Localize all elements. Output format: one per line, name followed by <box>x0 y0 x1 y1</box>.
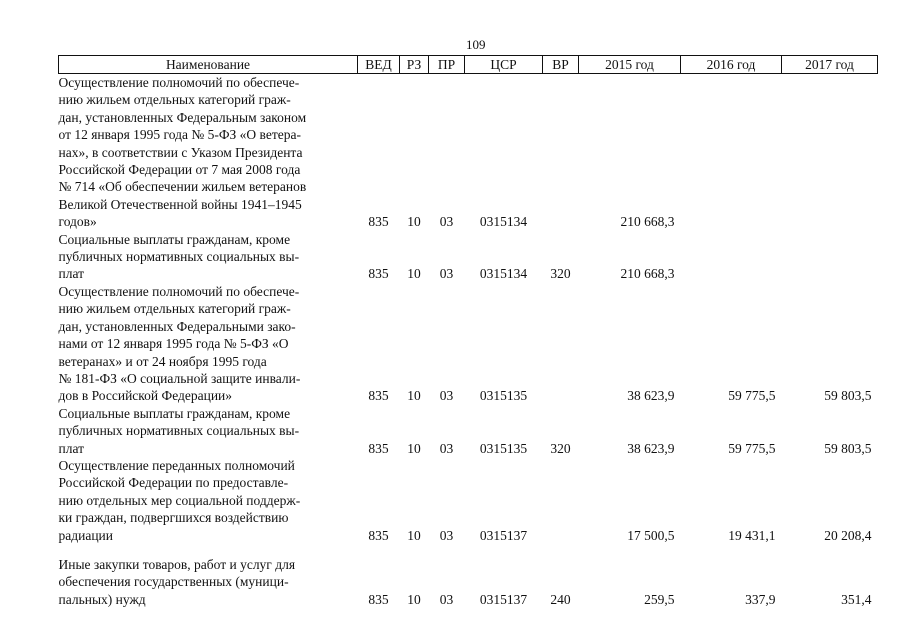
header-rz: РЗ <box>400 56 429 74</box>
cell-pr: 03 <box>439 214 454 230</box>
row-name <box>59 405 358 457</box>
row-name-line: нию жильем отдельных категорий граж- <box>58 92 291 108</box>
budget-table <box>58 55 878 608</box>
row-name <box>59 231 358 283</box>
cell-csr: 0315134 <box>479 266 528 282</box>
cell-pr: 03 <box>439 591 454 607</box>
cell-y2016 <box>681 231 782 283</box>
header-2016: 2016 год <box>681 56 782 74</box>
header-name: Наименование <box>59 56 358 74</box>
row-name <box>59 544 358 608</box>
table-row <box>59 544 878 608</box>
row-name-line: публичных нормативных социальных вы- <box>58 249 300 265</box>
cell-y2017: 20 208,4 <box>824 527 872 543</box>
cell-pr: 03 <box>439 266 454 282</box>
row-name-line: Социальные выплаты гражданам, кроме <box>58 231 291 247</box>
row-name-line: нию отдельных мер социальной поддерж- <box>58 492 301 508</box>
cell-y2015: 210 668,3 <box>620 266 675 282</box>
cell-rz: 10 <box>407 266 421 282</box>
row-name-line: годов» <box>58 214 97 230</box>
cell-y2016: 19 431,1 <box>728 527 776 543</box>
cell-csr: 0315135 <box>479 388 528 404</box>
page-number: 109 <box>466 37 486 52</box>
cell-ved: 835 <box>368 440 389 456</box>
cell-y2016 <box>681 74 782 231</box>
row-name <box>59 74 358 231</box>
cell-rz: 10 <box>407 440 421 456</box>
row-name-line: нах», в соответствии с Указом Президента <box>58 144 303 160</box>
cell-rz: 10 <box>407 214 421 230</box>
cell-csr: 0315135 <box>479 440 528 456</box>
row-name-line: от 12 января 1995 года № 5-ФЗ «О ветера- <box>58 127 301 143</box>
cell-y2017: 351,4 <box>841 591 872 607</box>
header-2015: 2015 год <box>579 56 681 74</box>
header-pr: ПР <box>429 56 465 74</box>
cell-vr <box>543 457 579 544</box>
cell-y2016: 59 775,5 <box>728 388 776 404</box>
row-name-line: Осуществление полномочий по обеспече- <box>58 75 300 90</box>
cell-y2017 <box>782 74 878 231</box>
table-row <box>59 283 878 405</box>
cell-y2017: 59 803,5 <box>824 440 872 456</box>
cell-pr: 03 <box>439 440 454 456</box>
cell-csr: 0315134 <box>479 214 528 230</box>
row-name-line: ки граждан, подвергшихся воздействию <box>58 510 289 526</box>
row-name-line: Осуществление полномочий по обеспече- <box>58 283 300 299</box>
cell-rz: 10 <box>407 527 421 543</box>
cell-ved: 835 <box>368 266 389 282</box>
row-name-line: Социальные выплаты гражданам, кроме <box>58 405 291 421</box>
row-name-line: нию жильем отдельных категорий граж- <box>58 301 291 317</box>
cell-pr: 03 <box>439 388 454 404</box>
table-row <box>59 405 878 457</box>
cell-csr: 0315137 <box>479 527 528 543</box>
cell-ved: 835 <box>368 388 389 404</box>
cell-vr: 320 <box>550 266 571 282</box>
row-name-line: дан, установленных Федеральными зако- <box>58 318 296 334</box>
cell-y2015: 210 668,3 <box>620 214 675 230</box>
table-header-row <box>59 56 878 74</box>
cell-ved: 835 <box>368 591 389 607</box>
row-name-line: радиации <box>58 527 114 543</box>
row-name-line: публичных нормативных социальных вы- <box>58 423 300 439</box>
cell-y2017: 59 803,5 <box>824 388 872 404</box>
row-name-line: Российской Федерации по предоставле- <box>58 475 289 491</box>
row-name-line: обеспечения государственных (муници- <box>58 574 289 590</box>
cell-y2016: 59 775,5 <box>728 440 776 456</box>
cell-ved: 835 <box>368 214 389 230</box>
cell-vr <box>543 74 579 231</box>
row-name-line: пальных) нужд <box>58 591 146 607</box>
cell-y2015: 38 623,9 <box>627 388 675 404</box>
header-ved: ВЕД <box>358 56 400 74</box>
cell-vr <box>543 283 579 405</box>
header-vr: ВР <box>543 56 579 74</box>
cell-y2015: 17 500,5 <box>627 527 675 543</box>
row-name-line: ветеранах» и от 24 ноября 1995 года <box>58 353 267 369</box>
row-name-line: плат <box>58 266 85 282</box>
row-name-line: дан, установленных Федеральным законом <box>58 109 307 125</box>
row-name-line: Иные закупки товаров, работ и услуг для <box>58 556 296 572</box>
cell-rz: 10 <box>407 591 421 607</box>
cell-vr: 240 <box>550 591 571 607</box>
row-name-line: Российской Федерации от 7 мая 2008 года <box>58 162 301 178</box>
cell-vr: 320 <box>550 440 571 456</box>
cell-y2015: 259,5 <box>644 591 675 607</box>
cell-rz: 10 <box>407 388 421 404</box>
cell-y2016: 337,9 <box>745 591 776 607</box>
row-name-line: дов в Российской Федерации» <box>58 388 233 404</box>
cell-y2015: 38 623,9 <box>627 440 675 456</box>
row-name-line: нами от 12 января 1995 года № 5-ФЗ «О <box>58 336 289 352</box>
cell-y2017 <box>782 231 878 283</box>
cell-pr: 03 <box>439 527 454 543</box>
header-2017: 2017 год <box>782 56 878 74</box>
row-name <box>59 457 358 544</box>
cell-csr: 0315137 <box>479 591 528 607</box>
row-name-line: плат <box>58 440 85 456</box>
row-name-line: № 181-ФЗ «О социальной защите инвали- <box>58 370 301 386</box>
row-name-line: Осуществление переданных полномочий <box>58 457 295 473</box>
row-name-line: № 714 «Об обеспечении жильем ветеранов <box>58 179 307 195</box>
table-row <box>59 74 878 231</box>
cell-ved: 835 <box>368 527 389 543</box>
row-name-line: Великой Отечественной войны 1941–1945 <box>58 196 302 212</box>
table-row <box>59 457 878 544</box>
table-row <box>59 231 878 283</box>
header-csr: ЦСР <box>465 56 543 74</box>
row-name <box>59 283 358 405</box>
